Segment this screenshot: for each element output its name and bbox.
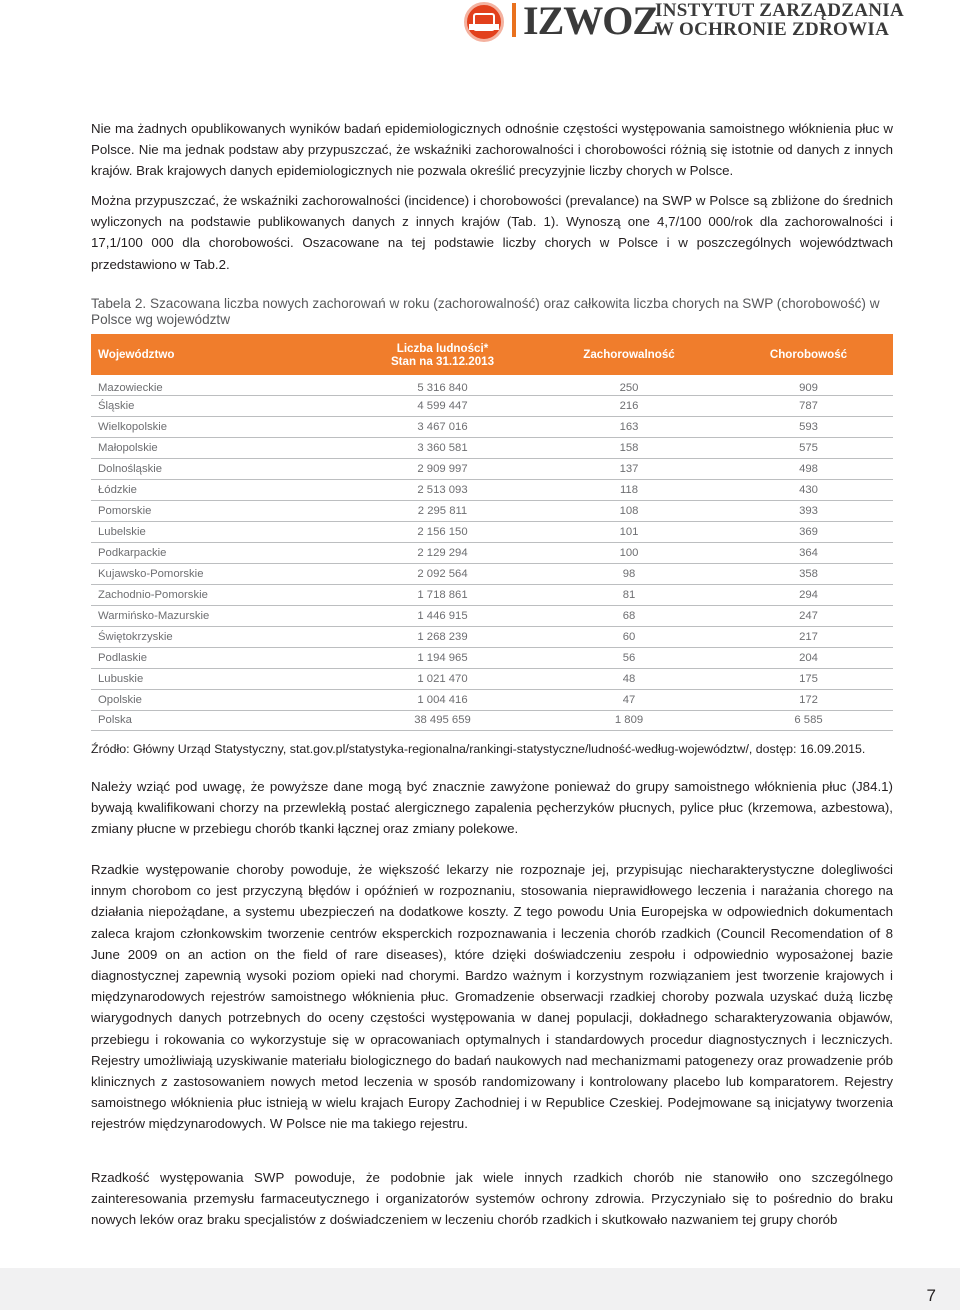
cell-region: Lubuskie (91, 668, 351, 689)
cell-population: 1 268 239 (351, 626, 534, 647)
cell-population: 3 360 581 (351, 438, 534, 459)
cell-incidence: 56 (534, 647, 724, 668)
intro-paragraph-2: Można przypuszczać, że wskaźniki zachorowalności (incidence) i chorobowości (prevalance) na SWP w Polsce są zbliżone do średnich wyliczonych na podstawie publikowanych danych z innych krajów (Tab. 1). Wynoszą one 4,7/100 000/rok dla zachorowalności i 17,1/100 000 dla chorobowości. Oszacowane na tej podstawie liczby chorych w Polsce i w poszczególnych województwach przedstawiono w Tab.2. (91, 193, 893, 272)
cell-population: 1 194 965 (351, 647, 534, 668)
cell-prevalence: 204 (724, 647, 893, 668)
cell-prevalence: 369 (724, 522, 893, 543)
cell-region: Wielkopolskie (91, 417, 351, 438)
cell-region: Łódzkie (91, 480, 351, 501)
table-header-row (91, 334, 893, 375)
cell-incidence: 1 809 (534, 710, 724, 731)
paragraph-overestimation: Należy wziąć pod uwagę, że powyższe dane mogą być znacznie zawyżone ponieważ do grupy samoistnego włóknienia płuc (J84.1) bywają kwalifikowani chorzy na przewlekłą postać alergicznego zapalenia pęcherzyków płucnych, pylice płuc (krzemowa, azbestowa), zmiany płucne w przebiegu chorób tkanki łącznej oraz zmiany polekowe. (91, 779, 893, 837)
cell-region: Lubelskie (91, 522, 351, 543)
cell-incidence: 68 (534, 605, 724, 626)
cell-population: 2 909 997 (351, 459, 534, 480)
cell-incidence: 100 (534, 543, 724, 564)
cell-population: 2 129 294 (351, 543, 534, 564)
cell-prevalence: 575 (724, 438, 893, 459)
table-row (91, 647, 893, 668)
cell-population: 1 021 470 (351, 668, 534, 689)
page-header (0, 0, 960, 46)
cell-prevalence: 787 (724, 396, 893, 417)
table-row (91, 710, 893, 731)
cell-region: Dolnośląskie (91, 459, 351, 480)
table-row (91, 375, 893, 396)
cell-region: Mazowieckie (91, 375, 351, 396)
cell-region: Podkarpackie (91, 543, 351, 564)
table-row (91, 668, 893, 689)
cell-population: 4 599 447 (351, 396, 534, 417)
cell-region: Podlaskie (91, 647, 351, 668)
cell-prevalence: 172 (724, 689, 893, 710)
izwoz-logo-text: IZWOZ (523, 0, 659, 43)
header-population-line1: Liczba ludności* (396, 341, 489, 355)
cell-region: Opolskie (91, 689, 351, 710)
regions-table (91, 334, 893, 731)
cell-prevalence: 217 (724, 626, 893, 647)
header-incidence: Zachorowalność (534, 334, 724, 375)
cell-region: Kujawsko-Pomorskie (91, 563, 351, 584)
cell-population: 2 156 150 (351, 522, 534, 543)
table-row (91, 417, 893, 438)
header-region: Województwo (91, 334, 351, 375)
table-caption-text: Szacowana liczba nowych zachorowań w roku (zachorowalność) oraz całkowita liczba chorych na SWP (chorobowość) w Polsce wg województw (91, 296, 880, 327)
logo-divider (512, 3, 516, 37)
table-row (91, 438, 893, 459)
cell-incidence: 81 (534, 584, 724, 605)
table-caption-label: Tabela 2. (91, 296, 147, 311)
cell-population: 2 513 093 (351, 480, 534, 501)
cell-region: Śląskie (91, 396, 351, 417)
page-footer (0, 1268, 960, 1310)
table-row (91, 396, 893, 417)
table-row (91, 605, 893, 626)
cell-region: Polska (91, 710, 351, 731)
header-population-line2: Stan na 31.12.2013 (390, 354, 495, 368)
institute-name-line2: W OCHRONIE ZDROWIA (655, 19, 890, 40)
intro-paragraph-1: Nie ma żadnych opublikowanych wyników badań epidemiologicznych odnośnie częstości występowania samoistnego włóknienia płuc w Polsce. Nie ma jednak podstaw aby przypuszczać, że wskaźniki zachorowalności i chorobowości różnią się istotnie od danych z innych krajów. Brak krajowych danych epidemiologicznych nie pozwala określić precyzyjnie liczby chorych w Polsce. (91, 121, 893, 179)
table-row (91, 689, 893, 710)
cell-population: 1 446 915 (351, 605, 534, 626)
paragraph-industry-interest: Rzadkość występowania SWP powoduje, że podobnie jak wiele innych rzadkich chorób nie stanowiło ono szczególnego zainteresowania przemysłu farmaceutycznego i organizatorów systemów ochrony zdrowia. Przyczyniało się to pośrednio do braku nowych leków oraz braku specjalistów z doświadczeniem w leczeniu chorób rzadkich i skutkowało nazwaniem tej grupy chorób (91, 1170, 893, 1228)
cell-incidence: 48 (534, 668, 724, 689)
table-row (91, 563, 893, 584)
cell-incidence: 47 (534, 689, 724, 710)
cell-population: 5 316 840 (351, 375, 534, 396)
header-prevalence: Chorobowość (724, 334, 893, 375)
cell-population: 1 004 416 (351, 689, 534, 710)
cell-incidence: 137 (534, 459, 724, 480)
cell-incidence: 98 (534, 563, 724, 584)
table-row (91, 543, 893, 564)
cell-prevalence: 294 (724, 584, 893, 605)
lazarski-seal-logo (464, 2, 504, 42)
cell-population: 2 295 811 (351, 501, 534, 522)
table-row (91, 584, 893, 605)
table-row (91, 522, 893, 543)
table-row (91, 501, 893, 522)
cell-prevalence: 593 (724, 417, 893, 438)
cell-prevalence: 358 (724, 563, 893, 584)
cell-population: 1 718 861 (351, 584, 534, 605)
cell-prevalence: 430 (724, 480, 893, 501)
source-note: Źródło: Główny Urząd Statystyczny, stat.gov.pl/statystyka-regionalna/rankingi-statystyczne/ludność-według-województw/, dostęp: 16.09.2015. (91, 742, 866, 756)
cell-incidence: 60 (534, 626, 724, 647)
cell-prevalence: 498 (724, 459, 893, 480)
institute-name-line1: INSTYTUT ZARZĄDZANIA (655, 0, 905, 21)
table-caption (91, 296, 896, 328)
cell-region: Świętokrzyskie (91, 626, 351, 647)
cell-prevalence: 364 (724, 543, 893, 564)
header-population (351, 334, 534, 375)
cell-prevalence: 175 (724, 668, 893, 689)
table-row (91, 626, 893, 647)
cell-population: 3 467 016 (351, 417, 534, 438)
table-row (91, 480, 893, 501)
cell-incidence: 101 (534, 522, 724, 543)
cell-incidence: 118 (534, 480, 724, 501)
cell-incidence: 250 (534, 375, 724, 396)
cell-region: Pomorskie (91, 501, 351, 522)
cell-prevalence: 6 585 (724, 710, 893, 731)
cell-incidence: 163 (534, 417, 724, 438)
cell-incidence: 158 (534, 438, 724, 459)
table-row (91, 459, 893, 480)
paragraph-rare-disease: Rzadkie występowanie choroby powoduje, że większość lekarzy nie rozpoznaje jej, przypisując niecharakterystyczne dolegliwości innym chorobom co jest przyczyną błędów i opóźnień w rozpoznaniu, stosowania nieprawidłowego leczenia i narażania chorego na działania niepożądane, a systemu ubezpieczeń na dodatkowe koszty. Z tego powodu Unia Europejska w odpowiednich dokumentach zaleca krajom członkowskim tworzenie centrów eksperckich rozpoznawania i leczenia chorób rzadkich (Council Recomendation of 8 June 2009 on an action on the field of rare diseases), które dzięki doświadczeniu zespołu i odpowiednio wyposażonej bazie diagnostycznej zapewnią wysoki poziom opieki nad chorymi. Bardzo ważnym i korzystnym rozwiązaniem jest tworzenie krajowych i międzynarodowych rejestrów samoistnego włóknienia płuc. Gromadzenie obserwacji rzadkiej choroby pozwala uzyskać dużą liczbę wiarygodnych danych potrzebnych do oceny częstości występowania w danej populacji, dokładnego scharakteryzowania objawów, przebiegu i rokowania co wykorzystuje się w opracowaniach optymalnych i standardowych procedur diagnostycznych i leczniczych. Rejestry umożliwiają uzyskiwanie materiału biologicznego do badań naukowych nad mechanizmami patogenezy oraz prowadzenie prób klinicznych z zastosowaniem nowych metod leczenia w sposób randomizowany i kontrolowany placebo lub komparatorem. Rejestry samoistnego włóknienia płuc istnieją w wielu krajach Europy Zachodniej i w Republice Czeskiej. Podejmowane są inicjatywy tworzenia rejestrów międzynarodowych. W Polsce nie ma takiego rejestru. (91, 862, 893, 1132)
cell-region: Małopolskie (91, 438, 351, 459)
cell-population: 2 092 564 (351, 563, 534, 584)
cell-prevalence: 909 (724, 375, 893, 396)
cell-population: 38 495 659 (351, 710, 534, 731)
page-number: 7 (926, 1286, 936, 1305)
cell-prevalence: 393 (724, 501, 893, 522)
cell-region: Zachodnio-Pomorskie (91, 584, 351, 605)
cell-incidence: 108 (534, 501, 724, 522)
cell-prevalence: 247 (724, 605, 893, 626)
cell-region: Warmińsko-Mazurskie (91, 605, 351, 626)
cell-incidence: 216 (534, 396, 724, 417)
